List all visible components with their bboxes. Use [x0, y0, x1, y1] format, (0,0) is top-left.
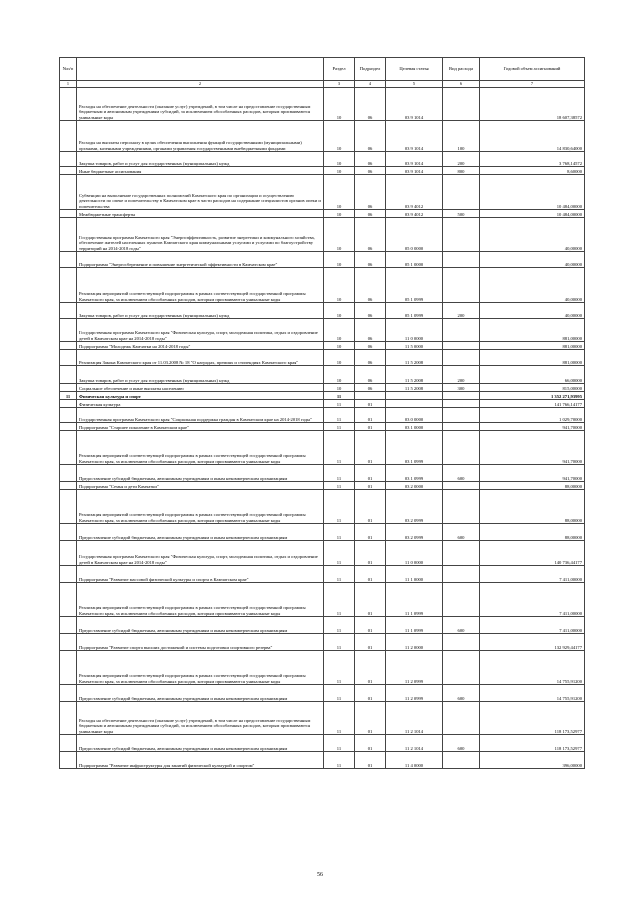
row-name-cell: Реализация мероприятий соответствующей подпрограммы в рамках соответствующей государственной программы Камчатского края, за исключением обособленных расходов, которым присваиваются уникальные коды	[77, 268, 324, 303]
row-target-cell: 11 0 0000	[386, 541, 443, 566]
row-section-cell: 10	[324, 152, 355, 167]
table-row	[60, 702, 585, 735]
row-exp-type-cell: 600	[443, 524, 480, 541]
row-amount-cell: 7 411,00000	[480, 566, 585, 583]
table-row	[60, 490, 585, 524]
row-subsection-cell: 01	[355, 431, 386, 465]
row-exp-type-cell	[443, 88, 480, 121]
row-name-cell: Физическая культура и спорт	[77, 392, 324, 400]
table-row	[60, 121, 585, 152]
row-subsection-cell: 06	[355, 121, 386, 152]
table-row	[60, 617, 585, 634]
table-row	[60, 423, 585, 431]
row-name-cell: Реализация мероприятий соответствующей подпрограммы в рамках соответствующей государственной программы Камчатского края, за исключением обособленных расходов, которым присваиваются уникальные коды	[77, 431, 324, 465]
table-row	[60, 465, 585, 482]
row-exp-type-cell: 800	[443, 167, 480, 175]
row-section-cell: 11	[324, 490, 355, 524]
row-amount-cell: 40,00000	[480, 303, 585, 319]
row-name-cell: Расходы на выплаты персоналу в целях обеспечения выполнения функций государственными (муниципальными) органами, казенными учреждениями, органами управления государственными внебюджетными фондами	[77, 121, 324, 152]
row-name-cell: Реализация Закона Камчатского края от 11.03.2008 № 18 "О наградах, премиях и стипендиях Камчатского края"	[77, 350, 324, 366]
row-num-cell	[60, 152, 77, 167]
row-subsection-cell: 06	[355, 303, 386, 319]
header-target: Целевая статья	[386, 58, 443, 81]
row-section-cell: 10	[324, 218, 355, 252]
row-subsection-cell: 01	[355, 651, 386, 685]
table-row	[60, 541, 585, 566]
row-exp-type-cell: 200	[443, 303, 480, 319]
row-num-cell	[60, 350, 77, 366]
table-row	[60, 583, 585, 617]
column-number: 7	[480, 81, 585, 88]
header-amount: Годовой объем ассигнований	[480, 58, 585, 81]
row-target-cell: 11 2 0000	[386, 634, 443, 651]
row-exp-type-cell: 600	[443, 735, 480, 752]
row-section-cell: 11	[324, 617, 355, 634]
row-section-cell: 10	[324, 342, 355, 350]
row-subsection-cell: 06	[355, 218, 386, 252]
row-exp-type-cell	[443, 651, 480, 685]
row-num-cell	[60, 583, 77, 617]
row-section-cell: 11	[324, 400, 355, 408]
row-amount-cell: 14 755,91200	[480, 651, 585, 685]
column-number: 6	[443, 81, 480, 88]
row-num-cell	[60, 319, 77, 342]
column-number: 4	[355, 81, 386, 88]
row-name-cell: Предоставление субсидий бюджетным, автономным учреждениям и иным некоммерческим организациям	[77, 465, 324, 482]
row-target-cell: 03 0 0000	[386, 408, 443, 423]
row-target-cell: 11 1 0999	[386, 583, 443, 617]
row-subsection-cell: 06	[355, 350, 386, 366]
row-section-cell: 11	[324, 583, 355, 617]
row-target-cell: 11 1 0000	[386, 566, 443, 583]
row-exp-type-cell	[443, 400, 480, 408]
row-amount-cell: 10 484,00000	[480, 210, 585, 218]
budget-table-sheet	[59, 57, 584, 769]
row-exp-type-cell	[443, 752, 480, 769]
row-exp-type-cell: 600	[443, 685, 480, 702]
row-name-cell: Реализация мероприятий соответствующей подпрограммы в рамках соответствующей государственной программы Камчатского края, за исключением обособленных расходов, которым присваиваются уникальные коды	[77, 651, 324, 685]
row-exp-type-cell	[443, 252, 480, 268]
table-row	[60, 482, 585, 490]
budget-table	[59, 57, 585, 769]
row-subsection-cell: 01	[355, 490, 386, 524]
row-target-cell: 05 1 0999	[386, 268, 443, 303]
row-section-cell: 10	[324, 319, 355, 342]
row-subsection-cell: 01	[355, 566, 386, 583]
row-target-cell: 03 1 0000	[386, 423, 443, 431]
row-subsection-cell: 01	[355, 408, 386, 423]
row-amount-cell: 3 768,14572	[480, 152, 585, 167]
row-name-cell: Государственная программа Камчатского края "Социальная поддержка граждан в Камчатском крае на 2014-2018 годы"	[77, 408, 324, 423]
row-num-cell	[60, 366, 77, 384]
row-num-cell	[60, 175, 77, 210]
table-row	[60, 685, 585, 702]
row-amount-cell: 881,00000	[480, 319, 585, 342]
row-name-cell: Социальное обеспечение и иные выплаты населению	[77, 384, 324, 392]
row-subsection-cell: 06	[355, 342, 386, 350]
row-amount-cell: 815,00000	[480, 384, 585, 392]
row-exp-type-cell	[443, 319, 480, 342]
row-target-cell: 03 9 1014	[386, 152, 443, 167]
row-num-cell	[60, 482, 77, 490]
row-section-cell: 11	[324, 392, 355, 400]
row-target-cell: 11 5 2008	[386, 366, 443, 384]
row-exp-type-cell	[443, 702, 480, 735]
row-subsection-cell: 01	[355, 634, 386, 651]
row-section-cell: 10	[324, 366, 355, 384]
table-row	[60, 400, 585, 408]
row-amount-cell: 881,00000	[480, 350, 585, 366]
header-num: №п/п	[60, 58, 77, 81]
row-amount-cell: 14 830,64000	[480, 121, 585, 152]
row-target-cell: 05 1 0000	[386, 252, 443, 268]
row-target-cell: 03 9 1014	[386, 121, 443, 152]
row-name-cell: Предоставление субсидий бюджетным, автономным учреждениям и иным некоммерческим организациям	[77, 617, 324, 634]
row-name-cell: Межбюджетные трансферты	[77, 210, 324, 218]
row-name-cell: Субвенции на выполнение государственных полномочий Камчатского края по организации и осуществлению деятельности по опеке и попечительству в Камчатском крае в части расходов на содержание специалистов органов опеки и попечительства	[77, 175, 324, 210]
page-number: 56	[317, 872, 323, 878]
row-target-cell: 03 2 0999	[386, 490, 443, 524]
row-target-cell: 11 1 0999	[386, 617, 443, 634]
table-row	[60, 431, 585, 465]
row-target-cell: 03 9 1014	[386, 167, 443, 175]
row-amount-cell: 7 411,00000	[480, 617, 585, 634]
row-amount-cell: 18 607,38572	[480, 88, 585, 121]
table-row	[60, 408, 585, 423]
row-target-cell: 11 5 2008	[386, 384, 443, 392]
row-name-cell: Закупка товаров, работ и услуг для государственных (муниципальных) нужд	[77, 366, 324, 384]
row-subsection-cell: 06	[355, 152, 386, 167]
row-name-cell: Подпрограмма "Развитие инфраструктуры для занятий физической культурой и спортом"	[77, 752, 324, 769]
row-target-cell: 03 2 0999	[386, 524, 443, 541]
row-name-cell: Государственная программа Камчатского края "Физическая культура, спорт, молодежная политика, отдых и оздоровление детей в Камчатском крае на 2014-2018 годы"	[77, 541, 324, 566]
table-row	[60, 350, 585, 366]
row-num-cell: 11	[60, 392, 77, 400]
row-section-cell: 10	[324, 268, 355, 303]
row-section-cell: 11	[324, 752, 355, 769]
row-subsection-cell: 01	[355, 752, 386, 769]
row-section-cell: 10	[324, 350, 355, 366]
row-subsection-cell: 01	[355, 423, 386, 431]
row-num-cell	[60, 735, 77, 752]
row-subsection-cell: 01	[355, 524, 386, 541]
row-num-cell	[60, 524, 77, 541]
row-amount-cell: 10 484,00000	[480, 175, 585, 210]
row-exp-type-cell	[443, 431, 480, 465]
row-num-cell	[60, 384, 77, 392]
row-num-cell	[60, 303, 77, 319]
column-number: 3	[324, 81, 355, 88]
table-row	[60, 566, 585, 583]
row-name-cell: Реализация мероприятий соответствующей подпрограммы в рамках соответствующей государственной программы Камчатского края, за исключением обособленных расходов, которым присваиваются уникальные коды	[77, 490, 324, 524]
row-exp-type-cell	[443, 175, 480, 210]
row-amount-cell: 14 755,91200	[480, 685, 585, 702]
row-subsection-cell: 06	[355, 175, 386, 210]
table-row	[60, 175, 585, 210]
row-target-cell: 11 2 1014	[386, 702, 443, 735]
row-section-cell: 11	[324, 431, 355, 465]
row-num-cell	[60, 490, 77, 524]
row-target-cell	[386, 400, 443, 408]
row-num-cell	[60, 210, 77, 218]
row-exp-type-cell: 200	[443, 152, 480, 167]
row-name-cell: Подпрограмма "Энергосбережение и повышение энергетической эффективности в Камчатском крае"	[77, 252, 324, 268]
row-num-cell	[60, 541, 77, 566]
row-section-cell: 11	[324, 634, 355, 651]
table-row	[60, 524, 585, 541]
row-section-cell: 11	[324, 423, 355, 431]
table-row	[60, 210, 585, 218]
row-num-cell	[60, 268, 77, 303]
row-exp-type-cell: 200	[443, 366, 480, 384]
row-section-cell: 11	[324, 465, 355, 482]
row-num-cell	[60, 634, 77, 651]
row-subsection-cell: 01	[355, 482, 386, 490]
row-name-cell: Закупка товаров, работ и услуг для государственных (муниципальных) нужд	[77, 303, 324, 319]
table-row	[60, 735, 585, 752]
table-row	[60, 392, 585, 400]
row-exp-type-cell	[443, 350, 480, 366]
row-subsection-cell: 06	[355, 319, 386, 342]
row-section-cell: 10	[324, 175, 355, 210]
row-amount-cell: 40,00000	[480, 218, 585, 252]
row-subsection-cell: 01	[355, 400, 386, 408]
row-name-cell: Государственная программа Камчатского края "Физическая культура, спорт, молодежная политика, отдых и оздоровление детей в Камчатском крае на 2014-2018 годы"	[77, 319, 324, 342]
column-number-row	[60, 81, 585, 88]
row-exp-type-cell	[443, 634, 480, 651]
row-subsection-cell: 06	[355, 384, 386, 392]
row-amount-cell: 88,00000	[480, 524, 585, 541]
row-subsection-cell: 01	[355, 702, 386, 735]
row-section-cell: 11	[324, 566, 355, 583]
row-num-cell	[60, 651, 77, 685]
row-amount-cell: 941,70000	[480, 465, 585, 482]
row-subsection-cell: 01	[355, 465, 386, 482]
row-subsection-cell	[355, 392, 386, 400]
row-exp-type-cell: 600	[443, 465, 480, 482]
row-amount-cell: 1 029,70000	[480, 408, 585, 423]
table-row	[60, 252, 585, 268]
row-subsection-cell: 01	[355, 685, 386, 702]
row-name-cell: Подпрограмма "Развитие спорта высших достижений и системы подготовки спортивного резерва"	[77, 634, 324, 651]
row-section-cell: 11	[324, 482, 355, 490]
table-row	[60, 384, 585, 392]
row-exp-type-cell	[443, 218, 480, 252]
row-amount-cell: 941,70000	[480, 423, 585, 431]
row-target-cell: 03 1 0999	[386, 465, 443, 482]
row-section-cell: 10	[324, 121, 355, 152]
row-exp-type-cell	[443, 342, 480, 350]
row-subsection-cell: 06	[355, 268, 386, 303]
row-section-cell: 11	[324, 408, 355, 423]
row-name-cell: Расходы на обеспечение деятельности (оказание услуг) учреждений, в том числе на предоставление государственным бюджетным и автономным учреждениям субсидий, за исключением обособленных расходов, которым присваиваются уникальные коды	[77, 702, 324, 735]
row-exp-type-cell	[443, 583, 480, 617]
row-num-cell	[60, 752, 77, 769]
column-number: 2	[77, 81, 324, 88]
table-row	[60, 634, 585, 651]
row-num-cell	[60, 400, 77, 408]
row-section-cell: 10	[324, 252, 355, 268]
row-amount-cell: 88,00000	[480, 482, 585, 490]
row-subsection-cell: 06	[355, 88, 386, 121]
row-target-cell: 11 0 0000	[386, 319, 443, 342]
row-amount-cell: 141 766,14177	[480, 400, 585, 408]
table-row	[60, 152, 585, 167]
row-num-cell	[60, 218, 77, 252]
column-number: 1	[60, 81, 77, 88]
row-num-cell	[60, 465, 77, 482]
row-subsection-cell: 01	[355, 735, 386, 752]
row-amount-cell: 132 929,44177	[480, 634, 585, 651]
row-section-cell: 11	[324, 685, 355, 702]
row-section-cell: 10	[324, 167, 355, 175]
row-target-cell: 11 4 0000	[386, 752, 443, 769]
row-exp-type-cell: 300	[443, 384, 480, 392]
table-row	[60, 752, 585, 769]
row-name-cell: Предоставление субсидий бюджетным, автономным учреждениям и иным некоммерческим организациям	[77, 524, 324, 541]
row-exp-type-cell	[443, 482, 480, 490]
row-section-cell: 10	[324, 384, 355, 392]
header-subsection: Подраздел	[355, 58, 386, 81]
row-num-cell	[60, 252, 77, 268]
table-row	[60, 218, 585, 252]
row-amount-cell: 941,70000	[480, 431, 585, 465]
row-num-cell	[60, 167, 77, 175]
row-exp-type-cell	[443, 490, 480, 524]
row-exp-type-cell	[443, 392, 480, 400]
row-num-cell	[60, 342, 77, 350]
row-name-cell: Предоставление субсидий бюджетным, автономным учреждениям и иным некоммерческим организациям	[77, 735, 324, 752]
row-name-cell: Иные бюджетные ассигнования	[77, 167, 324, 175]
table-row	[60, 88, 585, 121]
table-row	[60, 319, 585, 342]
row-target-cell: 11 2 1014	[386, 735, 443, 752]
row-section-cell: 11	[324, 524, 355, 541]
row-section-cell: 10	[324, 88, 355, 121]
row-target-cell: 11 2 0999	[386, 685, 443, 702]
row-name-cell: Предоставление субсидий бюджетным, автономным учреждениям и иным некоммерческим организациям	[77, 685, 324, 702]
row-target-cell: 11 5 0000	[386, 342, 443, 350]
row-target-cell	[386, 392, 443, 400]
row-section-cell: 11	[324, 735, 355, 752]
row-target-cell: 05 1 0999	[386, 303, 443, 319]
row-name-cell: Подпрограмма "Развитие массовой физической культуры и спорта в Камчатском крае"	[77, 566, 324, 583]
row-exp-type-cell: 100	[443, 121, 480, 152]
row-name-cell: Подпрограмма "Семья и дети Камчатки"	[77, 482, 324, 490]
row-subsection-cell: 01	[355, 617, 386, 634]
row-amount-cell: 118 173,52977	[480, 702, 585, 735]
row-exp-type-cell: 600	[443, 617, 480, 634]
row-section-cell: 11	[324, 702, 355, 735]
row-section-cell: 10	[324, 303, 355, 319]
row-name-cell: Физическая культура	[77, 400, 324, 408]
table-row	[60, 342, 585, 350]
row-exp-type-cell	[443, 423, 480, 431]
row-num-cell	[60, 423, 77, 431]
row-target-cell: 11 2 0999	[386, 651, 443, 685]
table-body	[60, 88, 585, 769]
row-num-cell	[60, 685, 77, 702]
row-name-cell: Подпрограмма "Молодежь Камчатки на 2014-2018 годы"	[77, 342, 324, 350]
row-subsection-cell: 06	[355, 210, 386, 218]
row-amount-cell: 1 352 271,93995	[480, 392, 585, 400]
row-num-cell	[60, 566, 77, 583]
row-target-cell: 03 2 0000	[386, 482, 443, 490]
row-amount-cell: 7 411,00000	[480, 583, 585, 617]
row-num-cell	[60, 408, 77, 423]
column-number: 5	[386, 81, 443, 88]
row-num-cell	[60, 88, 77, 121]
row-target-cell: 05 0 0000	[386, 218, 443, 252]
row-subsection-cell: 01	[355, 541, 386, 566]
row-section-cell: 11	[324, 541, 355, 566]
table-header-row	[60, 58, 585, 81]
row-subsection-cell: 06	[355, 167, 386, 175]
row-num-cell	[60, 431, 77, 465]
row-amount-cell: 881,00000	[480, 342, 585, 350]
row-name-cell: Расходы на обеспечение деятельности (оказание услуг) учреждений, в том числе на предоставление государственным бюджетным и автономным учреждениям субсидий, за исключением обособленных расходов, которым присваиваются уникальные коды	[77, 88, 324, 121]
row-amount-cell: 118 173,52977	[480, 735, 585, 752]
row-target-cell: 03 9 4012	[386, 175, 443, 210]
table-row	[60, 366, 585, 384]
row-target-cell: 03 1 0999	[386, 431, 443, 465]
row-exp-type-cell	[443, 268, 480, 303]
table-row	[60, 268, 585, 303]
table-row	[60, 651, 585, 685]
row-exp-type-cell: 500	[443, 210, 480, 218]
row-target-cell: 11 5 2008	[386, 350, 443, 366]
row-amount-cell: 88,00000	[480, 490, 585, 524]
row-name-cell: Государственная программа Камчатского края "Энергоэффективность, развитие энергетики и коммунального хозяйства, обеспечение жителей населенных пунктов Камчатского края коммунальными услугами и услугами по благоустройству территорий на 2014-2018 годы"	[77, 218, 324, 252]
row-target-cell: 03 9 1014	[386, 88, 443, 121]
row-amount-cell: 66,00000	[480, 366, 585, 384]
table-row	[60, 167, 585, 175]
row-num-cell	[60, 702, 77, 735]
row-exp-type-cell	[443, 566, 480, 583]
row-name-cell: Закупка товаров, работ и услуг для государственных (муниципальных) нужд	[77, 152, 324, 167]
table-row	[60, 303, 585, 319]
row-amount-cell: 40,00000	[480, 252, 585, 268]
header-section: Раздел	[324, 58, 355, 81]
row-num-cell	[60, 121, 77, 152]
row-amount-cell: 8,60000	[480, 167, 585, 175]
row-num-cell	[60, 617, 77, 634]
row-amount-cell: 40,00000	[480, 268, 585, 303]
row-exp-type-cell	[443, 541, 480, 566]
row-section-cell: 10	[324, 210, 355, 218]
row-section-cell: 11	[324, 651, 355, 685]
row-subsection-cell: 06	[355, 366, 386, 384]
header-name	[77, 58, 324, 81]
row-amount-cell: 140 736,44177	[480, 541, 585, 566]
row-name-cell: Реализация мероприятий соответствующей подпрограммы в рамках соответствующей государственной программы Камчатского края, за исключением обособленных расходов, которым присваиваются уникальные коды	[77, 583, 324, 617]
row-exp-type-cell	[443, 408, 480, 423]
row-subsection-cell: 01	[355, 583, 386, 617]
row-target-cell: 03 9 4012	[386, 210, 443, 218]
header-exp-type: Вид расхода	[443, 58, 480, 81]
row-subsection-cell: 06	[355, 252, 386, 268]
row-name-cell: Подпрограмма "Старшее поколение в Камчатском крае"	[77, 423, 324, 431]
row-amount-cell: 396,00000	[480, 752, 585, 769]
